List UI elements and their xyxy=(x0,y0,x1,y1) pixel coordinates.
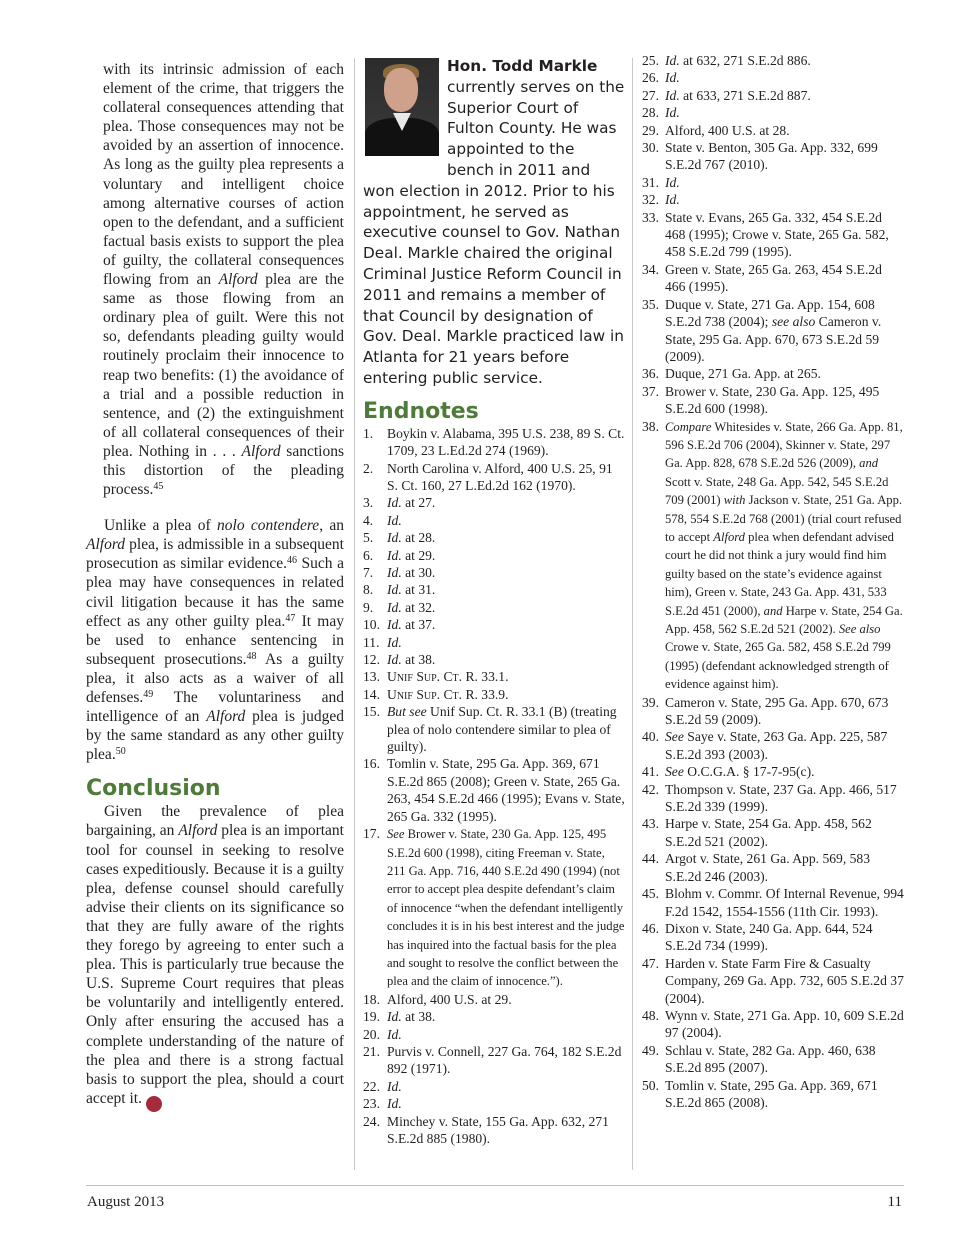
signal-word: See also xyxy=(838,622,881,636)
endnote-text: at 38. xyxy=(401,652,436,668)
signal-word: See xyxy=(665,729,684,745)
endnote-item: 36. Duque, 271 Ga. App. at 265. xyxy=(642,366,821,382)
endnote-item: 24. Minchey v. State, 155 Ga. App. 632, 271 S.E.2d 885 (1980). xyxy=(363,1113,609,1146)
endnote-item: 16. Tomlin v. State, 295 Ga. App. 369, 671 S.E.2d 865 (2008); Green v. State, 265 Ga. 263, 454 S.E.2d 466 (1995); Evans v. State, 265 Ga. 332 (1995). xyxy=(363,756,625,824)
endnote-text: Id. xyxy=(387,1026,402,1042)
endnote-text: Id. xyxy=(387,530,402,546)
footnote-ref: 45 xyxy=(153,481,164,493)
endnote-text: Id. xyxy=(387,634,402,650)
endnote-text: at 37. xyxy=(401,617,436,633)
endnote-text: Id. xyxy=(387,565,402,580)
endnote-item: 19. Id. at 38. xyxy=(363,1009,436,1025)
endnote-text: Id. xyxy=(387,547,402,563)
endnote-item: 3. Id. at 27. xyxy=(363,495,436,511)
endnote-text: Duque v. State, 271 Ga. App. 154, 608 S.E.2d 738 (2004); xyxy=(665,296,875,330)
page-number: 11 xyxy=(887,1194,902,1210)
paragraph-text: sanctions this distortion of the pleading process. xyxy=(103,442,344,499)
footnote-ref: 50 xyxy=(115,746,126,758)
endnote-text: Id. xyxy=(665,87,680,103)
endnote-text: Schlau v. State, 282 Ga. App. 460, 638 S.E.2d 895 (2007). xyxy=(665,1042,876,1076)
endnote-item: 29. Alford, 400 U.S. at 28. xyxy=(642,122,790,138)
paragraph-text: , an xyxy=(319,517,344,535)
endnotes-list xyxy=(642,52,904,1111)
endnote-text: Saye v. State, 263 Ga. App. 225, 587 S.E.2d 393 (2003). xyxy=(665,729,888,762)
endnote-item: 48. Wynn v. State, 271 Ga. App. 10, 609 S.E.2d 97 (2004). xyxy=(642,1007,904,1041)
endnote-item: 17. See Brower v. State, 230 Ga. App. 125, 495 S.E.2d 600 (1998), citing Freeman v. State, 211 Ga. App. 716, 440 S.E.2d 490 (1994) (not error to accept plea despite defendant’s claim of innocence “when the defendant intelligently concludes it is in his best interest and the judge has inquired into the factual basis for the plea and sought to resolve the conflict between the plea and the claim of innocence.”). xyxy=(363,826,625,989)
endnote-item: 39. Cameron v. State, 295 Ga. App. 670, 673 S.E.2d 59 (2009). xyxy=(642,694,889,728)
endnote-text: Wynn v. State, 271 Ga. App. 10, 609 S.E.2d 97 (2004). xyxy=(665,1007,904,1041)
endnote-item: 21. Purvis v. Connell, 227 Ga. 764, 182 S.E.2d 892 (1971). xyxy=(363,1043,622,1077)
endnote-item: 18. Alford, 400 U.S. at 29. xyxy=(363,991,512,1007)
column-divider xyxy=(632,58,633,1170)
endnote-text: Alford, 400 U.S. at 29. xyxy=(387,991,512,1007)
bio-text: currently serves on the Superior Court of Fulton County. He was appointed to the bench in 2011 and won election in 2012. Prior to his appointment, he served as executive counsel to Gov. Nathan Deal. Markle chaired the original Criminal Justice Reform Council in 2011 and remains a member of that Council by designation of Gov. Deal. Markle practiced law in Atlanta for 21 years before entering public service. xyxy=(363,77,625,387)
endnote-item: 46. Dixon v. State, 240 Ga. App. 644, 524 S.E.2d 734 (1999). xyxy=(642,920,873,954)
endnote-text: Id. xyxy=(387,1009,402,1025)
endnote-text: Id. xyxy=(387,652,402,668)
block-quote-paragraph xyxy=(86,60,344,499)
endnote-text: Blohm v. Commr. Of Internal Revenue, 994 F.2d 1542, 1554-1556 (11th Cir. 1993). xyxy=(665,886,904,919)
endnote-item: 41. See O.C.G.A. § 17-7-95(c). xyxy=(642,764,815,780)
endnote-item: 42. Thompson v. State, 237 Ga. App. 466, 517 S.E.2d 339 (1999). xyxy=(642,781,897,815)
endnote-text: Cameron v. State, 295 Ga. App. 670, 673 S.E.2d 59 (2009). xyxy=(665,314,882,364)
endnote-text: Purvis v. Connell, 227 Ga. 764, 182 S.E.2d 892 (1971). xyxy=(387,1043,622,1077)
endnote-text: Minchey v. State, 155 Ga. App. 632, 271 S.E.2d 885 (1980). xyxy=(387,1113,609,1146)
endnote-text: Boykin v. Alabama, 395 U.S. 238, 89 S. Ct. 1709, 23 L.Ed.2d 274 (1969). xyxy=(387,425,625,459)
endnote-text: Brower v. State, 230 Ga. App. 125, 495 S.E.2d 600 (1998). xyxy=(665,383,880,417)
endnote-item: 33. State v. Evans, 265 Ga. 332, 454 S.E.2d 468 (1995); Crowe v. State, 265 Ga. 582, 458 S.E.2d 799 (1995). xyxy=(642,209,889,260)
paragraph-text: It may be used to enhance sentencing in subsequent prosecutions. xyxy=(86,612,344,668)
endnote-item: 26. Id. xyxy=(642,70,680,86)
endnote-text: Whitesides v. State, 266 Ga. App. 81, 596 S.E.2d 706 (2004), Skinner v. State, 297 Ga. App. 828, 678 S.E.2d 526 (2009), xyxy=(665,419,903,471)
paragraph-text: plea are the same as those flowing from an ordinary plea of guilt. Were this not so, defendants pleading guilty would routinely proclaim their innocence to reap two benefits: (1) the avoidance of a trial and a possible reduction in sentence, and (2) the extinguishment of all collateral consequences of their plea. Nothing in . . . xyxy=(103,271,344,460)
endnote-item: 14. Unif Sup. Ct. R. 33.9. xyxy=(363,686,509,702)
endnote-text: Id. xyxy=(387,512,402,528)
endnote-item: 15. But see Unif Sup. Ct. R. 33.1 (B) (treating plea of nolo contendere similar to plea of guilty). xyxy=(363,704,617,755)
endnote-text: Unif Sup. Ct. R. 33.1. xyxy=(387,669,509,685)
endnote-item: 4. Id. xyxy=(363,512,402,528)
author-photo xyxy=(365,58,439,156)
case-name: Alford xyxy=(206,708,246,726)
paragraph-text: Such a plea may have consequences in related civil litigation because it has the same effect as any other guilty plea. xyxy=(86,555,344,630)
column-divider xyxy=(354,58,355,1170)
case-name: Alford xyxy=(713,529,745,544)
signal-word: But see xyxy=(387,704,427,720)
endnote-item: 8. Id. at 31. xyxy=(363,582,436,598)
endnote-text: at 38. xyxy=(401,1009,436,1025)
endnote-text: Id. xyxy=(387,1096,402,1112)
body-paragraph xyxy=(86,516,344,764)
endnote-text: Id. xyxy=(665,192,680,208)
paragraph-text: plea is an important tool for counsel in seeking to resolve cases expeditiously. Because it is a guilty plea, defense counsel should carefully advise their clients on its significance so that they are fully aware of the rights they forego by agreeing to enter such a plea. This is particularly true because the U.S. Supreme Court requires that pleas be voluntarily and intelligently entered. Only after ensuring the accused has a complete understanding of the nature of the plea and there is a strong factual basis to support the plea, should a court accept it. xyxy=(86,822,344,1107)
signal-word: Compare xyxy=(665,419,712,434)
endnote-text: Id. xyxy=(387,582,402,598)
endnote-text: at 29. xyxy=(401,547,436,563)
signal-word: with xyxy=(723,493,746,508)
endnote-text: State v. Benton, 305 Ga. App. 332, 699 S.E.2d 767 (2010). xyxy=(665,140,878,173)
signal-word: and xyxy=(859,456,879,471)
paragraph-text: The voluntariness and intelligence of an xyxy=(86,689,344,726)
endnote-text: at 30. xyxy=(401,565,436,580)
endnote-item: 6. Id. at 29. xyxy=(363,547,436,563)
signal-word: see also xyxy=(771,314,816,330)
endnote-text: Crowe v. State, 265 Ga. 582, 458 S.E.2d 799 (1995) (defendant acknowledged strength of evidence against him). xyxy=(665,640,891,692)
footer-issue-date: August 2013 xyxy=(87,1194,165,1210)
endnote-text: Id. xyxy=(665,53,680,68)
endnotes-column-right xyxy=(642,52,904,1111)
endnote-text: at 31. xyxy=(401,582,436,598)
paragraph-text: Unlike a plea of xyxy=(104,517,218,535)
endnote-text: at 32. xyxy=(401,599,436,615)
endnote-text: Duque, 271 Ga. App. at 265. xyxy=(665,366,821,382)
endnote-text: Id. xyxy=(665,70,680,86)
footer-divider xyxy=(86,1185,904,1186)
endnote-item: 10. Id. at 37. xyxy=(363,617,436,633)
endnote-text: Brower v. State, 230 Ga. App. 125, 495 S.E.2d 600 (1998), citing Freeman v. State, 211 Ga. App. 716, 440 S.E.2d 490 (1994) (not error to accept plea despite defendant’s claim of innocence “when the defendant intelligently concludes it is in his best interest and the judge has inquired into the factual basis for the plea and sought to resolve the conflict between the plea and the claim of innocence.”). xyxy=(387,827,625,989)
endnote-text: plea when defendant advised court he did not think a jury would find him guilty based on the state’s evidence against him), Green v. State, 243 Ga. App. 431, 533 S.E.2d 451 (2000), xyxy=(665,529,894,618)
endnote-text: State v. Evans, 265 Ga. 332, 454 S.E.2d 468 (1995); Crowe v. State, 265 Ga. 582, 458 S.E.2d 799 (1995). xyxy=(665,209,889,260)
section-heading-endnotes: Endnotes xyxy=(363,398,479,424)
gbj-end-mark-icon: GBJ xyxy=(146,1096,162,1112)
endnote-item: 49. Schlau v. State, 282 Ga. App. 460, 638 S.E.2d 895 (2007). xyxy=(642,1042,876,1076)
endnote-item: 34. Green v. State, 265 Ga. 263, 454 S.E.2d 466 (1995). xyxy=(642,261,882,295)
endnote-text: Dixon v. State, 240 Ga. App. 644, 524 S.E.2d 734 (1999). xyxy=(665,920,873,954)
endnote-item: 43. Harpe v. State, 254 Ga. App. 458, 562 S.E.2d 521 (2002). xyxy=(642,816,872,849)
author-name: Hon. Todd Markle xyxy=(447,57,598,75)
endnote-item: 31. Id. xyxy=(642,174,680,190)
endnote-text: Id. xyxy=(387,495,402,511)
section-heading-conclusion: Conclusion xyxy=(86,776,221,802)
endnote-text: Harden v. State Farm Fire & Casualty Company, 269 Ga. App. 732, 605 S.E.2d 37 (2004). xyxy=(665,955,904,1006)
paragraph-text: plea, is admissible in a subsequent prosecution as similar evidence. xyxy=(86,536,344,573)
endnote-text: Jackson v. State, 251 Ga. App. 578, 554 S.E.2d 768 (2001) (trial court refused to accept xyxy=(665,493,903,544)
endnote-text: at 633, 271 S.E.2d 887. xyxy=(679,87,811,103)
endnote-text: Cameron v. State, 295 Ga. App. 670, 673 S.E.2d 59 (2009). xyxy=(665,694,889,728)
signal-word: See xyxy=(387,827,405,842)
case-name: Alford xyxy=(241,442,281,460)
case-name: Alford xyxy=(218,271,258,289)
paragraph-text: with its intrinsic admission of each element of the crime, that triggers the collateral consequences attending that plea. Those consequences may not be avoided by an assertion of innocence. As long as the guilty plea represents a voluntary and intelligent choice among alternative courses of action open to the defendant, and a sufficient factual basis exists to support the plea of guilty, the collateral consequences flowing from an xyxy=(103,61,344,289)
endnote-text: at 28. xyxy=(401,530,436,546)
endnote-item: 45. Blohm v. Commr. Of Internal Revenue, 994 F.2d 1542, 1554-1556 (11th Cir. 1993). xyxy=(642,886,904,919)
endnote-item: 28. Id. xyxy=(642,105,680,121)
endnote-item: 2. North Carolina v. Alford, 400 U.S. 25, 91 S. Ct. 160, 27 L.Ed.2d 162 (1970). xyxy=(363,460,613,493)
endnote-text: Id. xyxy=(387,1078,402,1094)
endnote-item: 30. State v. Benton, 305 Ga. App. 332, 699 S.E.2d 767 (2010). xyxy=(642,140,878,173)
endnote-item: 44. Argot v. State, 261 Ga. App. 569, 583 S.E.2d 246 (2003). xyxy=(642,851,871,884)
endnote-item: 38. Compare Whitesides v. State, 266 Ga. App. 81, 596 S.E.2d 706 (2004), Skinner v. State, 297 Ga. App. 828, 678 S.E.2d 526 (2009), and Scott v. State, 248 Ga. App. 542, 545 S.E.2d 709 (2001) with Jackson v. State, 251 Ga. App. 578, 554 S.E.2d 768 (2001) (trial court refused to accept Alford plea when defendant advised court he did not think a jury would find him guilty based on the state’s evidence against him), Green v. State, 243 Ga. App. 431, 533 S.E.2d 451 (2000), and Harpe v. State, 254 Ga. App. 458, 562 S.E.2d 521 (2002). See also Crowe v. State, 265 Ga. 582, 458 S.E.2d 799 (1995) (defendant acknowledged strength of evidence against him). xyxy=(642,418,903,692)
footnote-ref: 47 xyxy=(285,612,296,624)
endnote-item: 12. Id. at 38. xyxy=(363,652,436,668)
endnote-text: Unif Sup. Ct. R. 33.1 (B) (treating plea of nolo contendere similar to plea of guilty). xyxy=(387,704,617,755)
case-name: Alford xyxy=(86,536,126,554)
paragraph-text: plea is judged by the same standard as any other guilty plea. xyxy=(86,708,345,764)
endnote-text: O.C.G.A. § 17-7-95(c). xyxy=(683,764,815,780)
footnote-ref: 49 xyxy=(143,689,154,700)
endnote-text: at 632, 271 S.E.2d 886. xyxy=(679,53,811,68)
endnote-text: Harpe v. State, 254 Ga. App. 458, 562 S.E.2d 521 (2002). xyxy=(665,816,872,849)
case-name: Alford xyxy=(178,822,218,840)
endnote-item: 20. Id. xyxy=(363,1026,402,1042)
endnote-item: 11. Id. xyxy=(363,634,402,650)
article-column xyxy=(86,60,344,1112)
endnote-text: Harpe v. State, 254 Ga. App. 458, 562 S.E.2d 521 (2002). xyxy=(665,603,903,636)
endnote-text: Id. xyxy=(387,617,402,633)
endnote-text: Alford, 400 U.S. at 28. xyxy=(665,122,790,138)
endnote-text: Tomlin v. State, 295 Ga. App. 369, 671 S.E.2d 865 (2008). xyxy=(665,1077,878,1110)
endnote-item: 47. Harden v. State Farm Fire & Casualty Company, 269 Ga. App. 732, 605 S.E.2d 37 (2004). xyxy=(642,955,904,1006)
endnote-text: Green v. State, 265 Ga. 263, 454 S.E.2d 466 (1995). xyxy=(665,261,882,295)
signal-word: and xyxy=(763,603,783,618)
signal-word: See xyxy=(665,764,684,780)
endnote-text: Unif Sup. Ct. R. 33.9. xyxy=(387,686,509,702)
endnote-item: 40. See Saye v. State, 263 Ga. App. 225, 587 S.E.2d 393 (2003). xyxy=(642,729,888,762)
endnote-item: 13. Unif Sup. Ct. R. 33.1. xyxy=(363,669,509,685)
endnote-item: 23. Id. xyxy=(363,1096,402,1112)
footnote-ref: 46 xyxy=(286,555,297,567)
endnote-item: 7. Id. at 30. xyxy=(363,565,436,580)
paragraph-text: As a guilty plea, it also acts as a waiver of all defenses. xyxy=(86,650,345,706)
endnote-item: 27. Id. at 633, 271 S.E.2d 887. xyxy=(642,87,811,103)
endnote-item: 35. Duque v. State, 271 Ga. App. 154, 608 S.E.2d 738 (2004); see also Cameron v. State, 295 Ga. App. 670, 673 S.E.2d 59 (2009). xyxy=(642,296,882,364)
endnote-text: Id. xyxy=(665,174,680,190)
endnote-item: 37. Brower v. State, 230 Ga. App. 125, 495 S.E.2d 600 (1998). xyxy=(642,383,880,417)
photo-face xyxy=(384,68,418,112)
endnote-text: Thompson v. State, 237 Ga. App. 466, 517 S.E.2d 339 (1999). xyxy=(665,781,897,815)
endnote-text: North Carolina v. Alford, 400 U.S. 25, 91 S. Ct. 160, 27 L.Ed.2d 162 (1970). xyxy=(387,460,613,493)
endnote-text: Id. xyxy=(387,599,402,615)
paragraph-text: Given the prevalence of plea bargaining, an xyxy=(86,803,344,840)
endnote-item: 50. Tomlin v. State, 295 Ga. App. 369, 671 S.E.2d 865 (2008). xyxy=(642,1077,878,1110)
endnote-text: at 27. xyxy=(401,495,436,511)
endnote-text: Id. xyxy=(665,105,680,121)
endnote-item: 32. Id. xyxy=(642,192,680,208)
bio-endnotes-column xyxy=(363,56,625,1147)
endnote-item: 5. Id. at 28. xyxy=(363,530,436,546)
endnotes-list xyxy=(363,425,625,1148)
endnote-item: 9. Id. at 32. xyxy=(363,599,436,615)
endnote-text: Tomlin v. State, 295 Ga. App. 369, 671 S.E.2d 865 (2008); Green v. State, 265 Ga. 263, 454 S.E.2d 466 (1995); Evans v. State, 265 Ga. 332 (1995). xyxy=(387,756,625,824)
endnote-text: Scott v. State, 248 Ga. App. 542, 545 S.E.2d 709 (2001) xyxy=(665,474,889,508)
footnote-ref: 48 xyxy=(246,650,257,662)
endnote-text: Argot v. State, 261 Ga. App. 569, 583 S.E.2d 246 (2003). xyxy=(665,851,871,884)
body-paragraph xyxy=(86,802,344,1111)
latin-term: nolo contendere xyxy=(217,517,320,535)
endnote-item: 22. Id. xyxy=(363,1078,402,1094)
endnote-item: 1. Boykin v. Alabama, 395 U.S. 238, 89 S. Ct. 1709, 23 L.Ed.2d 274 (1969). xyxy=(363,425,625,459)
endnote-item: 25. Id. at 632, 271 S.E.2d 886. xyxy=(642,53,811,68)
